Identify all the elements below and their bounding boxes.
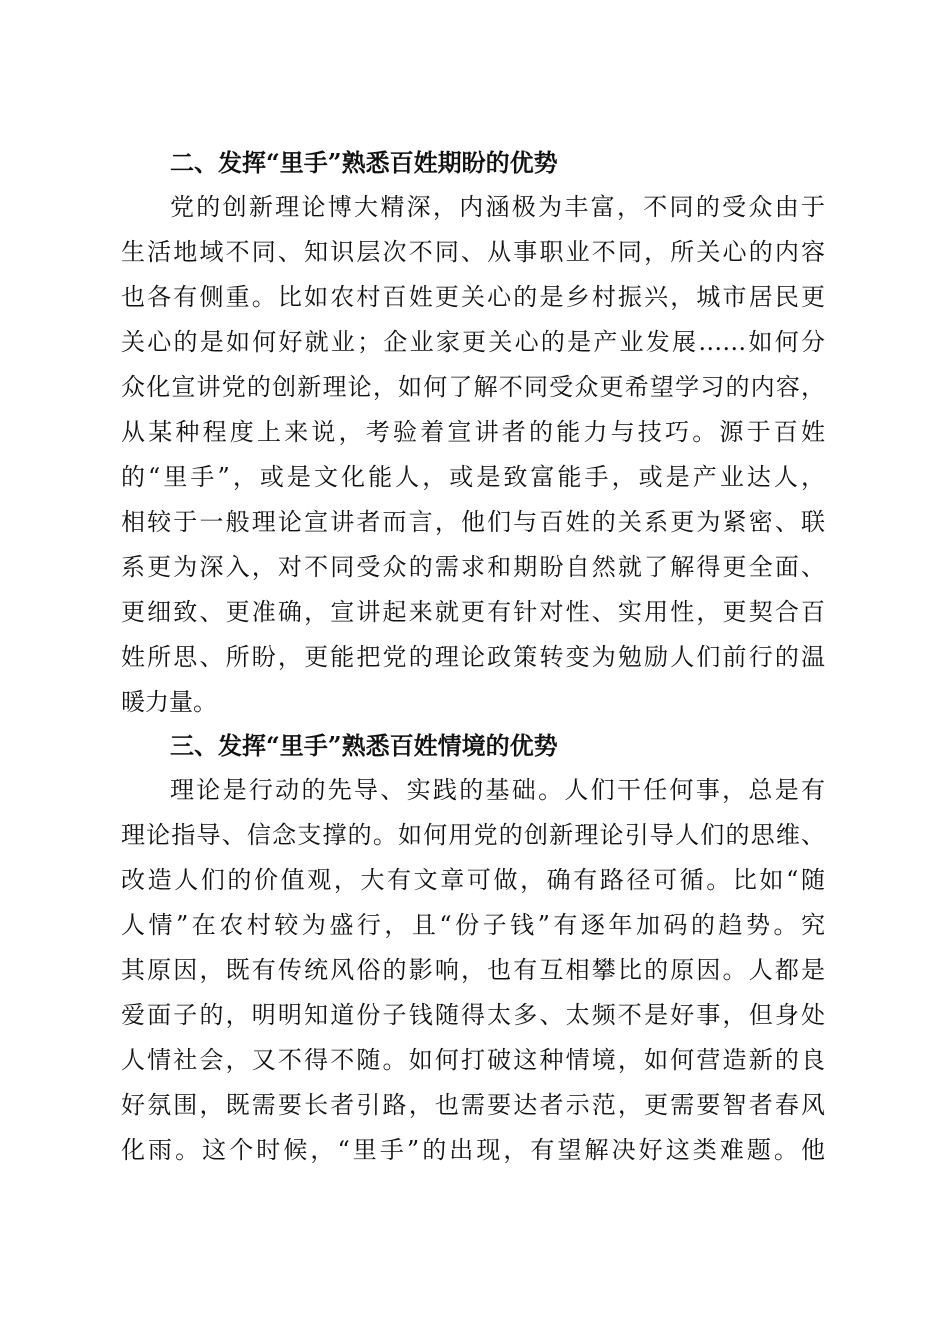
section-heading: 三、发挥“里手”熟悉百姓情境的优势 xyxy=(170,731,558,760)
paragraph-line: 暖力量。 xyxy=(121,688,217,716)
paragraph-line: 理论指导、信念支撑的。如何用党的创新理论引导人们的思维、 xyxy=(121,821,825,849)
paragraph-line: 相较于一般理论宣讲者而言，他们与百姓的关系更为紧密、联 xyxy=(121,508,825,536)
paragraph-line: 的“里手”，或是文化能人，或是致富能手，或是产业达人， xyxy=(121,463,825,491)
paragraph-line: 理论是行动的先导、实践的基础。人们干任何事，总是有 xyxy=(170,776,825,804)
paragraph-line: 爱面子的，明明知道份子钱随得太多、太频不是好事，但身处 xyxy=(121,1001,825,1029)
paragraph-line: 化雨。这个时候，“里手”的出现，有望解决好这类难题。他 xyxy=(121,1136,825,1164)
paragraph-line: 从某种程度上来说，考验着宣讲者的能力与技巧。源于百姓 xyxy=(121,418,825,446)
paragraph-line: 其原因，既有传统风俗的影响，也有互相攀比的原因。人都是 xyxy=(121,956,825,984)
paragraph-line: 系更为深入，对不同受众的需求和期盼自然就了解得更全面、 xyxy=(121,553,825,581)
paragraph-line: 改造人们的价值观，大有文章可做，确有路径可循。比如“随 xyxy=(121,866,825,894)
paragraph-line: 众化宣讲党的创新理论，如何了解不同受众更希望学习的内容， xyxy=(121,373,825,401)
paragraph-line: 关心的是如何好就业；企业家更关心的是产业发展……如何分 xyxy=(121,328,825,356)
paragraph-line: 人情社会，又不得不随。如何打破这种情境，如何营造新的良 xyxy=(121,1046,825,1074)
paragraph-line: 人情”在农村较为盛行，且“份子钱”有逐年加码的趋势。究 xyxy=(121,911,825,939)
paragraph-line: 也各有侧重。比如农村百姓更关心的是乡村振兴，城市居民更 xyxy=(121,283,825,311)
paragraph-line: 生活地域不同、知识层次不同、从事职业不同，所关心的内容 xyxy=(121,238,825,266)
paragraph-line: 更细致、更准确，宣讲起来就更有针对性、实用性，更契合百 xyxy=(121,598,825,626)
paragraph-line: 好氛围，既需要长者引路，也需要达者示范，更需要智者春风 xyxy=(121,1091,825,1119)
paragraph-line: 党的创新理论博大精深，内涵极为丰富，不同的受众由于 xyxy=(170,193,825,221)
section-heading: 二、发挥“里手”熟悉百姓期盼的优势 xyxy=(170,148,558,177)
paragraph-line: 姓所思、所盼，更能把党的理论政策转变为勉励人们前行的温 xyxy=(121,643,825,671)
